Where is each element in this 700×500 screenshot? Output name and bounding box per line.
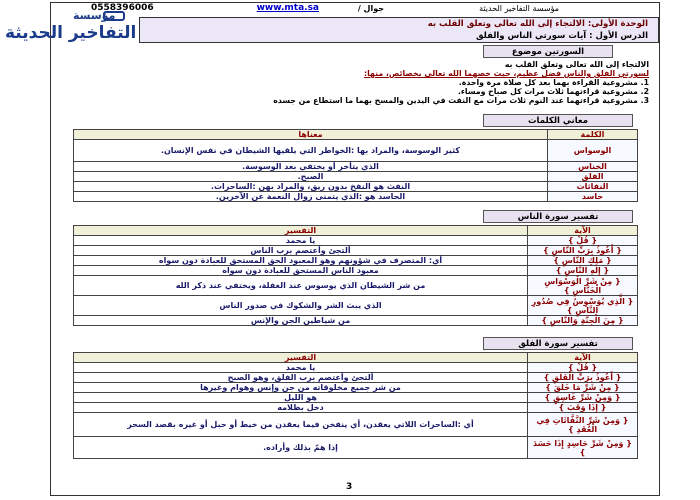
vocab-meaning: الصبح. [74, 172, 548, 182]
table-row [74, 246, 638, 256]
org-name: مؤسسة التفاخير الحديثة [479, 4, 559, 13]
table-header-cell: الآية [528, 353, 638, 363]
table-row [74, 373, 638, 383]
verse-cell: { أَعُوذُ بِرَبِّ النَّاسِ } [528, 246, 638, 256]
topic-line2: لسورتي الفلق والناس فضل عظيم، حيث خصهما الله تعالى بخصائص، منها: [364, 69, 649, 78]
tafsir-cell: معبود الناس المستحق للعبادة دون سواه [74, 266, 528, 276]
table-row [74, 316, 638, 326]
verse-cell: { الَّذِي يُوَسْوِسُ فِي صُدُورِ النَّاسِ } [528, 296, 638, 316]
tafsir-cell: ألتجئ وأعتصم برب الناس [74, 246, 528, 256]
vocab-word: النفاثات [548, 182, 638, 192]
tafsir-cell: من شر جميع مخلوقاته من جن وإنس وهوام وغيرها [74, 383, 528, 393]
website-link[interactable]: www.mta.sa [256, 3, 319, 13]
table-row [74, 276, 638, 296]
table-header-cell: الكلمة [548, 130, 638, 140]
table-row [74, 256, 638, 266]
unit-box [139, 17, 659, 43]
mobile-label: جوال / [357, 4, 384, 13]
tafsir-cell: دخل بظلامه [74, 403, 528, 413]
table-row [74, 393, 638, 403]
tafsir-cell: الذي يبث الشر والشكوك في صدور الناس [74, 296, 528, 316]
table-row [74, 437, 638, 459]
table-row [74, 413, 638, 437]
verse-cell: { إِذَا وَقَبَ } [528, 403, 638, 413]
verse-cell: { إِلَهِ النَّاسِ } [528, 266, 638, 276]
falaq-table [73, 352, 638, 459]
table-row [74, 363, 638, 373]
table-header-row [74, 130, 638, 140]
table-header-row [74, 353, 638, 363]
table-row [74, 182, 638, 192]
table-row [74, 140, 638, 162]
verse-cell: { وَمِنْ شَرِّ النَّفَّاثَاتِ فِي الْعُقَدِ } [528, 413, 638, 437]
table-row [74, 383, 638, 393]
verse-cell: { مَلِكِ النَّاسِ } [528, 256, 638, 266]
tafsir-cell: يا محمد [74, 236, 528, 246]
nas-heading: تفسير سورة الناس [483, 210, 633, 223]
vocab-meaning: كثير الوسوسة، والمراد بها :الخواطر التي يلقيها الشيطان في نفس الإنسان. [74, 140, 548, 162]
document-page [5, 2, 660, 496]
topic-line1: الالتجاء إلى الله تعالى وتعلق القلب به [504, 60, 649, 69]
tafsir-cell: من شياطين الجن والإنس [74, 316, 528, 326]
tafsir-cell: أي :الساحرات اللاتي يعقدن، أي ينفخن فيما يعقدن من خيط أو حبل أو غيره بقصد السحر [74, 413, 528, 437]
table-header-cell: معناها [74, 130, 548, 140]
table-row [74, 266, 638, 276]
nas-table [73, 225, 638, 326]
topic-text [69, 60, 649, 105]
table-header-cell: الآية [528, 226, 638, 236]
vocab-meaning: الحاسد هو :الذي يتمنى زوال النعمة عن الآخرين. [74, 192, 548, 202]
vocab-word: الخناس [548, 162, 638, 172]
table-row [74, 403, 638, 413]
topic-item-3: 3. مشروعية قراءتهما عند النوم ثلاث مرات مع النفث في اليدين والمسح بهما ما استطاع من جسده [273, 96, 649, 105]
vocab-table [73, 129, 638, 202]
phone-number: 0558396006 [91, 3, 154, 13]
verse-cell: { قُلْ } [528, 363, 638, 373]
table-row [74, 162, 638, 172]
tafsir-cell: يا محمد [74, 363, 528, 373]
lesson-title: الدرس الأول : آيات سورتي الناس والفلق [475, 31, 648, 41]
table-header-cell: التفسير [74, 353, 528, 363]
verse-cell: { وَمِنْ شَرِّ حَاسِدٍ إِذَا حَسَدَ } [528, 437, 638, 459]
vocab-meaning: الذي يتأخر أو يختفي بعد الوسوسة. [74, 162, 548, 172]
tafsir-cell: من شر الشيطان الذي يوسوس عند الغفلة، ويختفي عند ذكر الله [74, 276, 528, 296]
table-row [74, 236, 638, 246]
verse-cell: { أَعُوذُ بِرَبِّ الْفَلَقِ } [528, 373, 638, 383]
verse-cell: { مِنْ شَرِّ مَا خَلَقَ } [528, 383, 638, 393]
vocab-meaning: النفث هو النفخ بدون ريق، والمراد بهن :الساحرات. [74, 182, 548, 192]
table-header-cell: التفسير [74, 226, 528, 236]
topic-item-2: 2. مشروعية قراءتهما ثلاث مرات كل صباح ومساء. [457, 87, 649, 96]
table-row [74, 192, 638, 202]
vocab-word: حاسد [548, 192, 638, 202]
logo [3, 7, 158, 45]
verse-cell: { مِنَ الْجِنَّةِ وَالنَّاسِ } [528, 316, 638, 326]
tafsir-cell: هو الليل [74, 393, 528, 403]
tafsir-cell: ألتجئ وأعتصم برب الفلق، وهو الصبح [74, 373, 528, 383]
verse-cell: { مِنْ شَرِّ الْوَسْوَاسِ الْخَنَّاسِ } [528, 276, 638, 296]
table-row [74, 296, 638, 316]
table-header-row [74, 226, 638, 236]
tafsir-cell: إذا همّ بذلك وأراده. [74, 437, 528, 459]
vocab-word: الوسواس [548, 140, 638, 162]
falaq-heading: تفسير سورة الفلق [483, 337, 633, 350]
topic-heading: السورتين موضوع [483, 45, 613, 58]
vocab-heading: معاني الكلمات [483, 114, 633, 127]
tafsir-cell: أي: المتصرف في شؤونهم وهو المعبود الحق المستحق للعبادة دون سواه [74, 256, 528, 266]
logo-line2: التفاخير الحديثة [5, 23, 137, 43]
table-row [74, 172, 638, 182]
verse-cell: { وَمِنْ شَرِّ غَاسِقٍ } [528, 393, 638, 403]
verse-cell: { قُلْ } [528, 236, 638, 246]
logo-line1: مؤسسة [73, 9, 116, 22]
topic-item-1: 1. مشروعية القراءة بهما بعد كل صلاة مرة واحدة. [458, 78, 649, 87]
vocab-word: الفلق [548, 172, 638, 182]
page-number: 3 [346, 482, 353, 492]
unit-title: الوحدة الأولى: الالتجاء إلى الله تعالى وتعلق القلب به [427, 19, 648, 29]
